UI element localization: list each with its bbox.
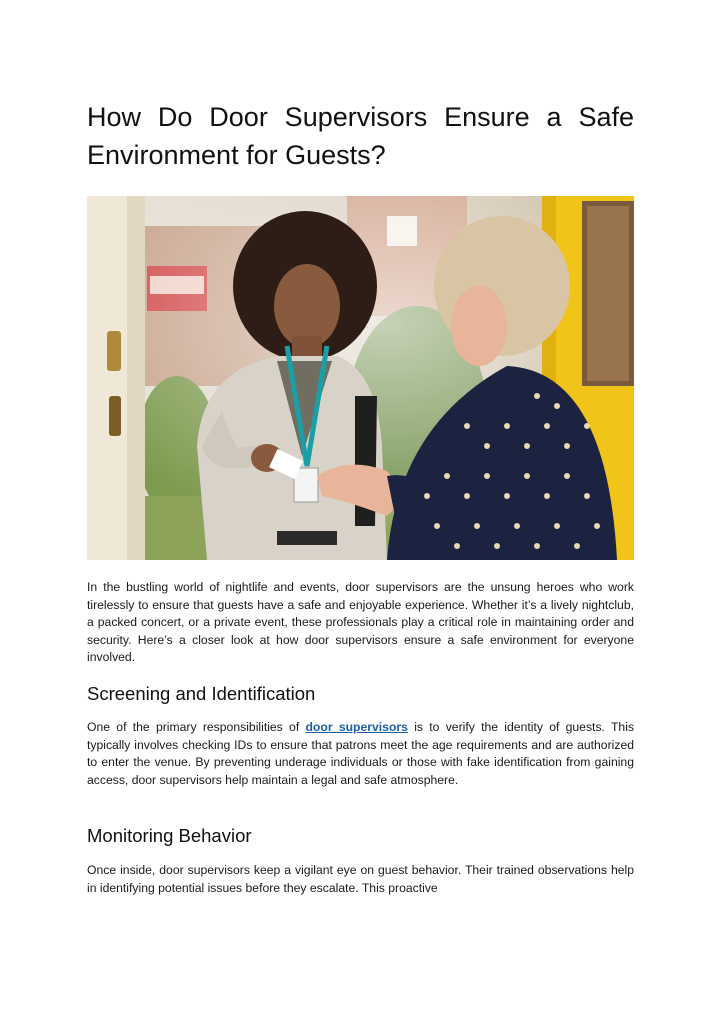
monitoring-paragraph: Once inside, door supervisors keep a vigilant eye on guest behavior. Their trained observations help in identifying potential issues before they escalate. This proactive bbox=[87, 863, 634, 895]
intro-paragraph: In the bustling world of nightlife and events, door supervisors are the unsung heroes who work tirelessly to ensure that guests have a safe and enjoyable experience. Whether it’s a lively nightclub, a packed concert, or a private event, these professionals play a critical role in maintaining order and security. Here’s a closer look at how door supervisors ensure a safe environment for everyone involved. bbox=[87, 580, 634, 665]
page-title: How Do Door Supervisors Ensure a Safe Environment for Guests? bbox=[87, 102, 634, 170]
screening-text-end: is to verify the identity of guests. This typically involves checking IDs to ensure that patrons meet the age requirements and are authorized to enter the venue. By preventing underage individuals or those with fake identification from gaining access, door supervisors help maintain a legal and safe atmosphere. bbox=[87, 720, 634, 787]
photo-illustration bbox=[87, 196, 634, 560]
door-supervisors-link[interactable]: door supervisors bbox=[305, 720, 408, 734]
section-heading-monitoring: Monitoring Behavior bbox=[87, 825, 252, 846]
article-photo bbox=[87, 196, 634, 560]
screening-text-start: One of the primary responsibilities of bbox=[87, 720, 306, 734]
section-heading-screening: Screening and Identification bbox=[87, 683, 316, 704]
screening-paragraph bbox=[87, 719, 634, 789]
